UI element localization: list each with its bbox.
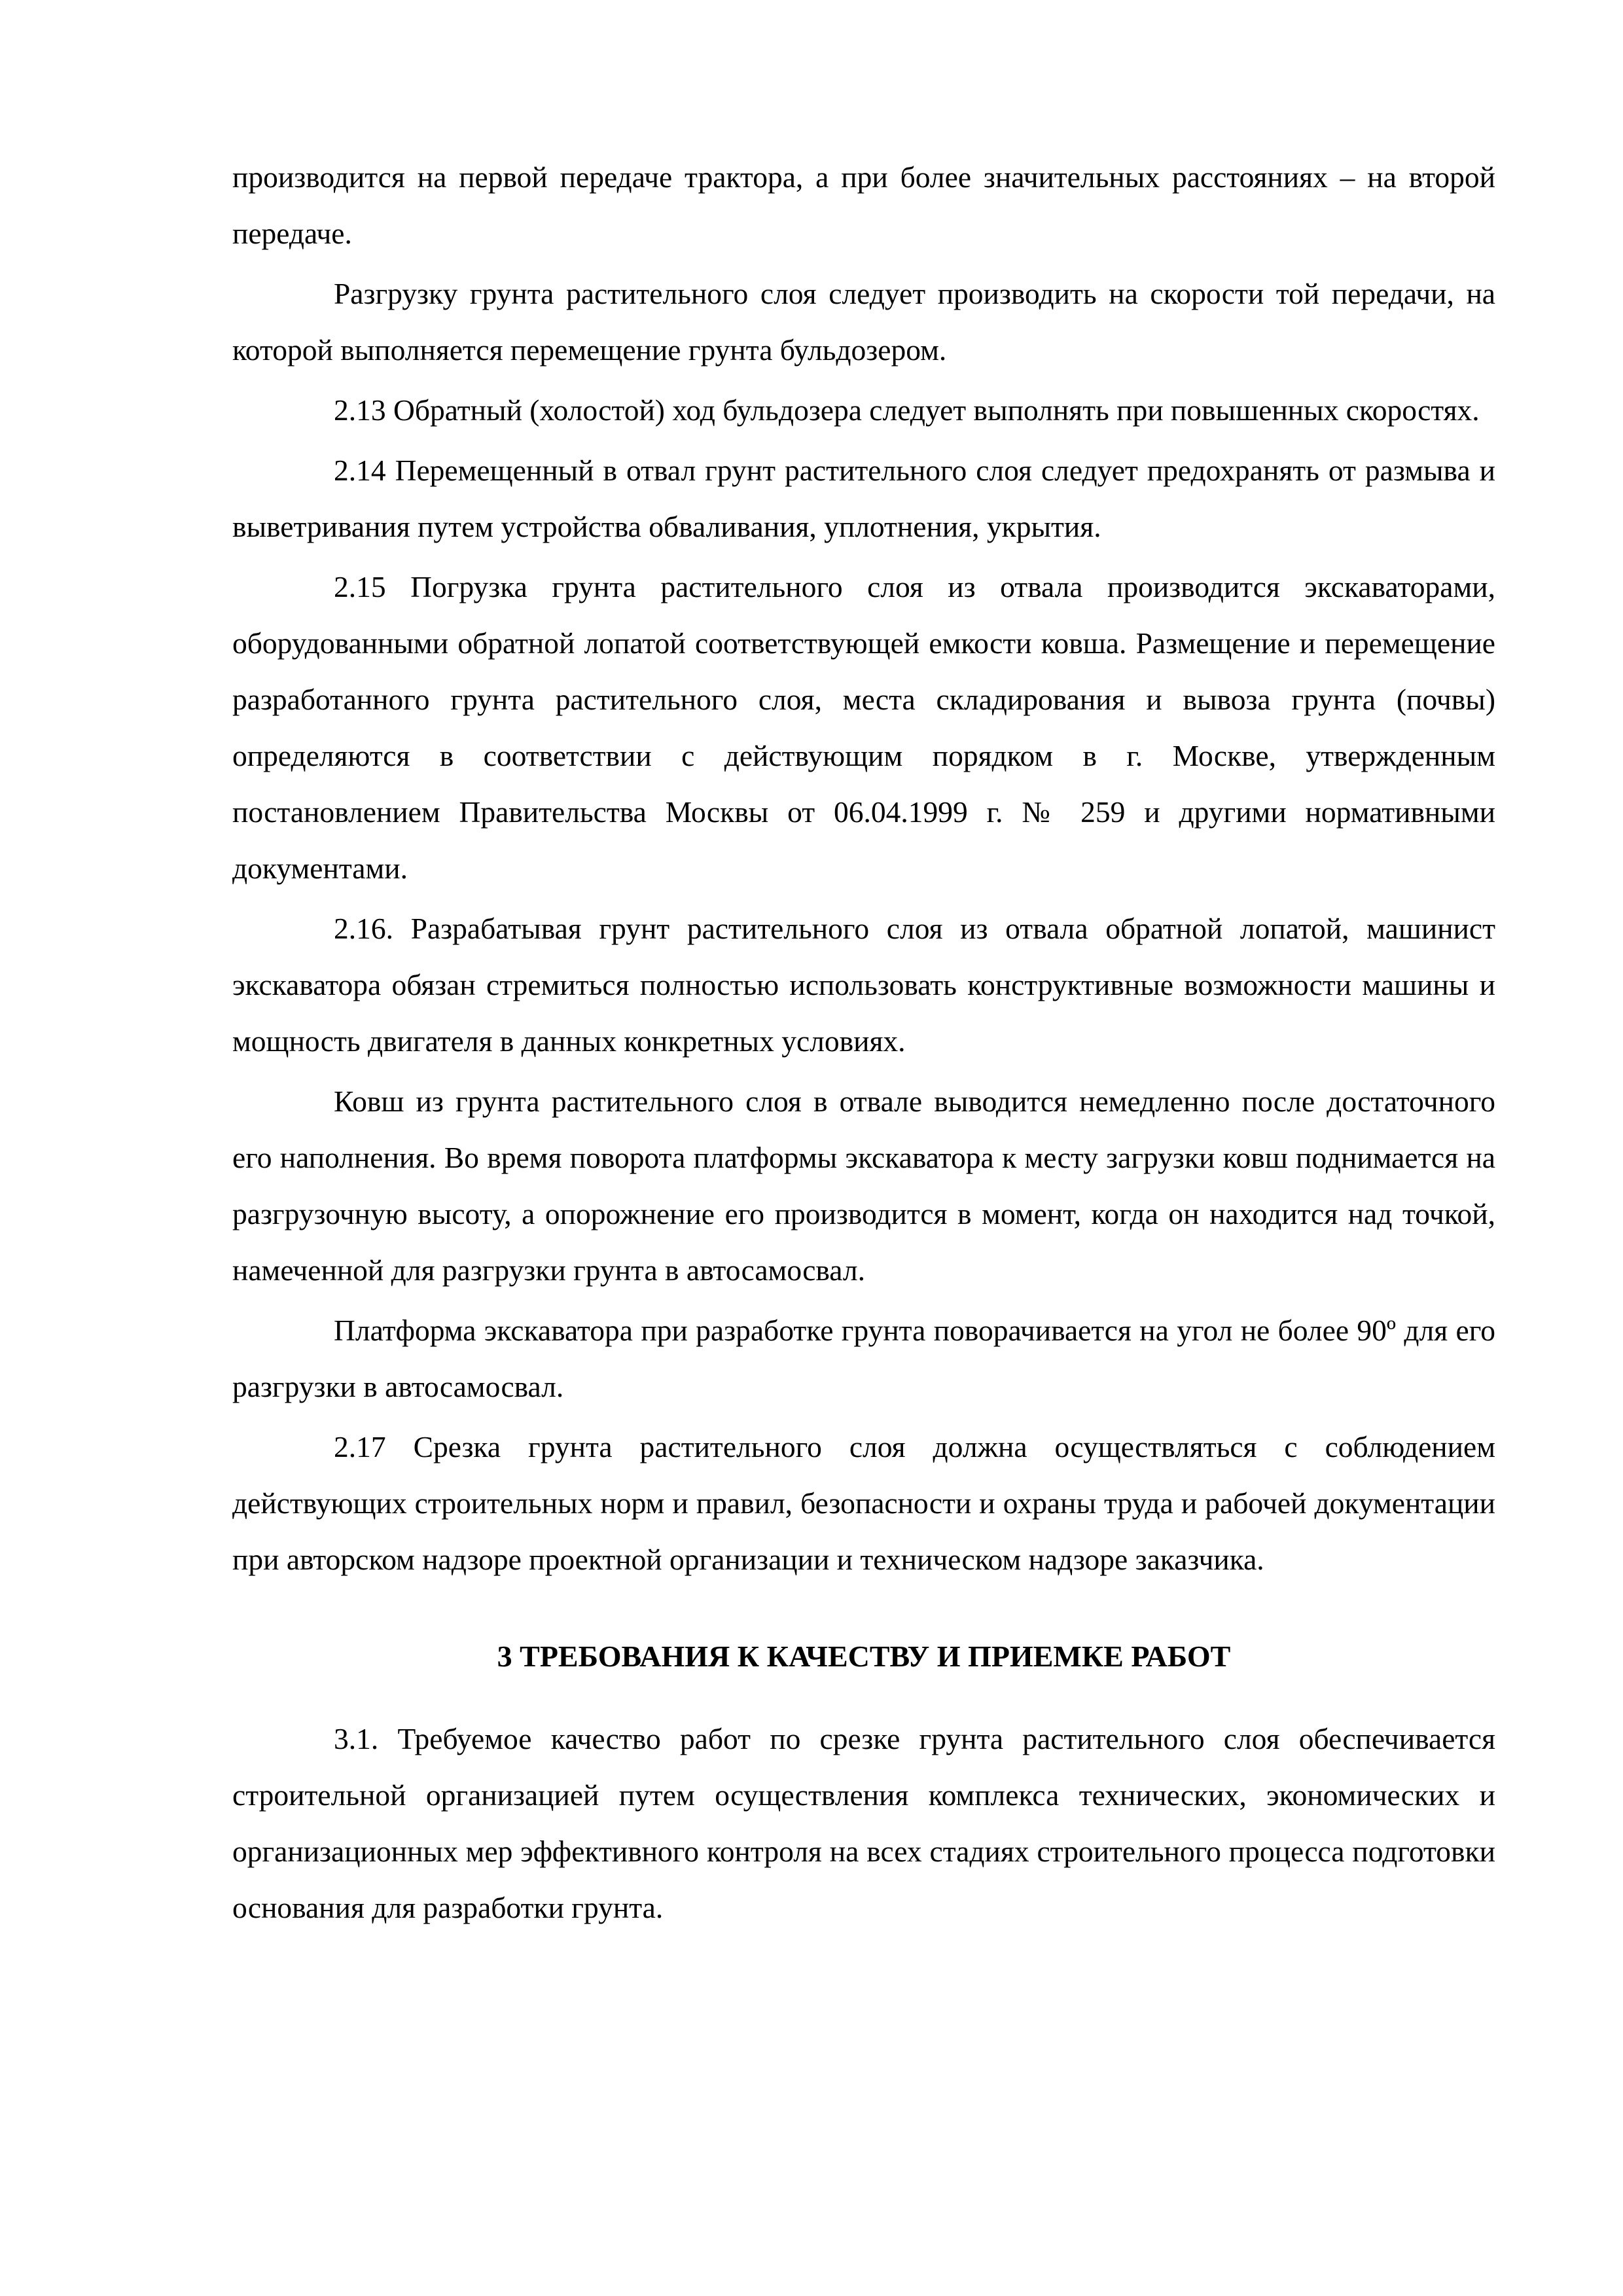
document-page (232, 149, 1495, 1940)
paragraph-bucket: Ковш из грунта растительного слоя в отвале выводится немедленно после достаточного его наполнения. Во время поворота платформы экскаватора к месту загрузки ковш поднимается на разгрузочную высоту, а опорожнение его производится в момент, когда он находится над точкой, намеченной для разгрузки грунта в автосамосвал. (232, 1085, 1495, 1287)
paragraph-unloading: Разгрузку грунта растительного слоя следует производить на скорости той передачи, на которой выполняется перемещение грунта бульдозером. (232, 277, 1495, 367)
paragraph-continuation: производится на первой передаче трактора, а при более значительных расстояниях – на второй передаче. (232, 160, 1495, 250)
paragraph-platform: Платформа экскаватора при разработке грунта поворачивается на угол не более 90º для его разгрузки в автосамосвал. (232, 1314, 1495, 1403)
paragraph-2-13: 2.13 Обратный (холостой) ход бульдозера следует выполнять при повышенных скоростях. (334, 393, 1480, 427)
paragraph-2-17: 2.17 Срезка грунта растительного слоя должна осуществляться с соблюдением действующих строительных норм и правил, безопасности и охраны труда и рабочей документации при авторском надзоре проектной организации и техническом надзоре заказчика. (232, 1430, 1495, 1576)
paragraph-2-14: 2.14 Перемещенный в отвал грунт растительного слоя следует предохранять от размыва и выветривания путем устройства обваливания, уплотнения, укрытия. (232, 454, 1495, 543)
paragraph-3-1: 3.1. Требуемое качество работ по срезке грунта растительного слоя обеспечивается строительной организацией путем осуществления комплекса технических, экономических и организационных мер эффективного контроля на всех стадиях строительного процесса подготовки основания для разработки грунта. (232, 1722, 1495, 1924)
section-heading: 3 ТРЕБОВАНИЯ К КАЧЕСТВУ И ПРИЕМКЕ РАБОТ (497, 1640, 1231, 1673)
paragraph-2-15: 2.15 Погрузка грунта растительного слоя из отвала производится экскаваторами, оборудованными обратной лопатой соответствующей емкости ковша. Размещение и перемещение разработанного грунта растительного слоя, места складирования и вывоза грунта (почвы) определяются в соответствии с действующим порядком в г. Москве, утвержденным постановлением Правительства Москвы от 06.04.1999 г. № 259 и другими нормативными документами. (232, 570, 1495, 885)
paragraph-2-16: 2.16. Разрабатывая грунт растительного слоя из отвала обратной лопатой, машинист экскаватора обязан стремиться полностью использовать конструктивные возможности машины и мощность двигателя в данных конкретных условиях. (232, 912, 1495, 1058)
